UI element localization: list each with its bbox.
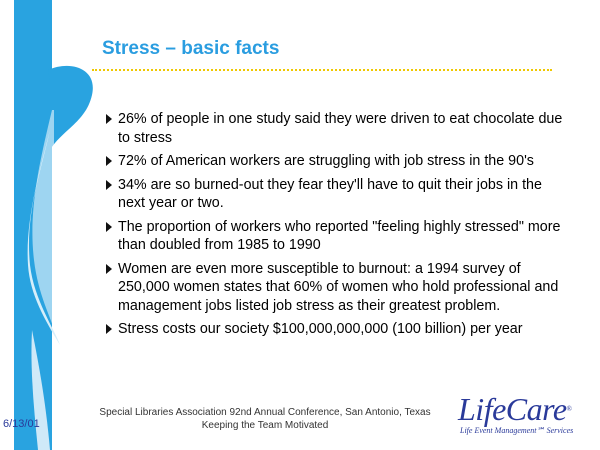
bullet-arrow-icon (106, 180, 112, 190)
bullet-item (104, 176, 564, 213)
footer-session-title: Keeping the Team Motivated (201, 420, 329, 431)
bullet-item (104, 260, 564, 316)
bullet-arrow-icon (106, 264, 112, 274)
bullet-list (104, 110, 564, 344)
slide-footer (90, 406, 440, 432)
bullet-item (104, 320, 564, 339)
bullet-arrow-icon (106, 324, 112, 334)
bullet-text: 26% of people in one study said they were driven to eat chocolate due to stress (118, 111, 563, 146)
bullet-arrow-icon (106, 222, 112, 232)
logo-tagline: Life Event Management℠ Services (460, 426, 574, 435)
bullet-text: 72% of American workers are struggling with job stress in the 90's (118, 153, 534, 169)
bullet-text: Women are even more susceptible to burnout: a 1994 survey of 250,000 women states that 60% of women who hold professional and management jobs listed job stress as their greatest problem. (118, 260, 559, 314)
slide-date: 6/13/01 (3, 418, 40, 430)
bullet-item (104, 218, 564, 255)
bullet-item (104, 110, 564, 147)
bullet-text: Stress costs our society $100,000,000,000 (100 billion) per year (118, 321, 523, 337)
logo-wordmark: LifeCare (458, 391, 567, 427)
bullet-arrow-icon (106, 114, 112, 124)
bullet-arrow-icon (106, 156, 112, 166)
footer-conference: Special Libraries Association 92nd Annual Conference, San Antonio, Texas (99, 407, 431, 418)
slide-title: Stress – basic facts (102, 38, 280, 59)
blue-blob (48, 66, 93, 150)
bullet-item (104, 152, 564, 171)
bullet-text: The proportion of workers who reported "feeling highly stressed" more than doubled from 1985 to 1990 (118, 218, 561, 253)
bullet-text: 34% are so burned-out they fear they'll have to quit their jobs in the next year or two. (118, 176, 542, 211)
lifecare-logo (458, 392, 590, 440)
logo-trademark: ® (566, 405, 572, 413)
title-dotted-rule (92, 69, 552, 71)
